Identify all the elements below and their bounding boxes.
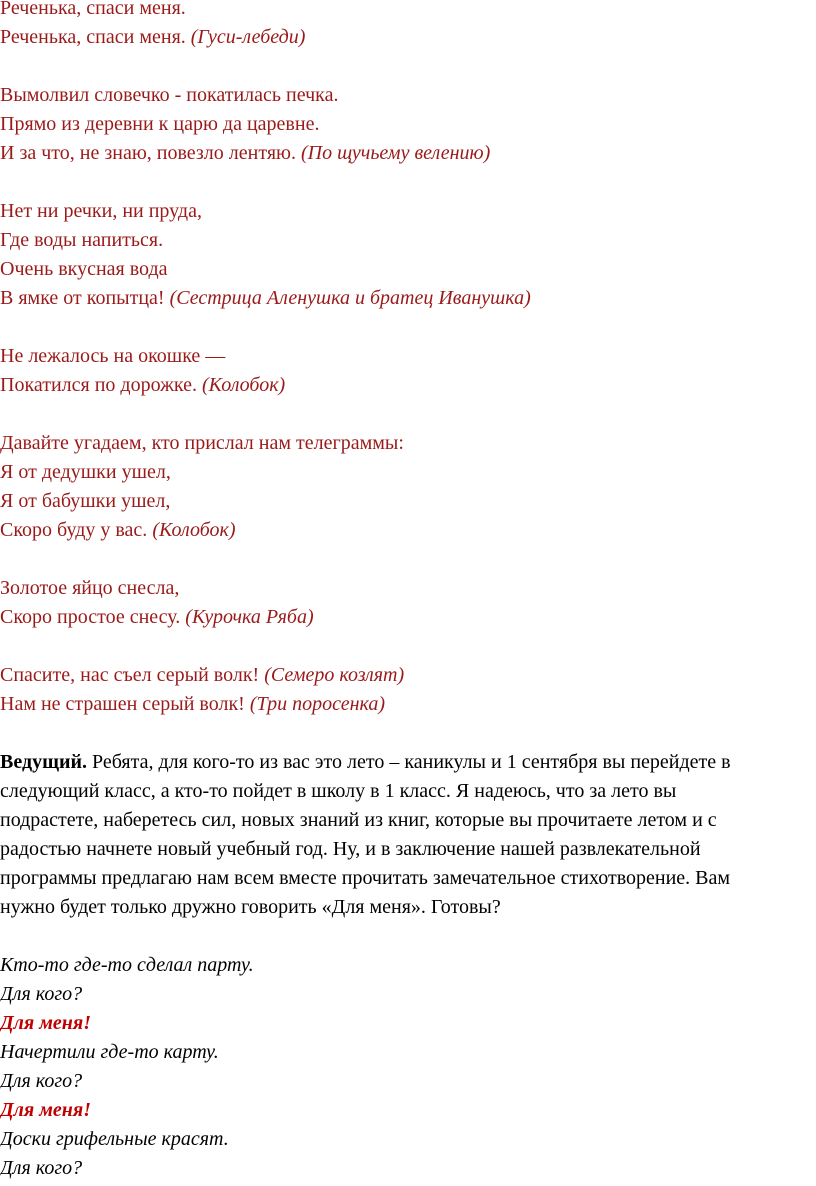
riddle-line: Вымолвил словечко - покатилась печка.: [0, 84, 339, 106]
riddle-line-text: Реченька, спаси меня.: [0, 26, 186, 48]
riddle-line: Золотое яйцо снесла,: [0, 577, 180, 599]
spacer: [0, 545, 808, 574]
riddle-line-with-answer: [0, 516, 808, 545]
riddle-line-with-answer: [0, 371, 808, 400]
riddle-block: [0, 197, 808, 313]
spacer: [0, 168, 808, 197]
spacer: [0, 313, 808, 342]
spacer: [0, 52, 808, 81]
riddle-line-text: Скоро простое снесу.: [0, 606, 181, 628]
poem-block: [0, 951, 808, 1183]
host-line-text: Ребята, для кого-то из вас это лето – каникулы и 1 сентября вы перейдете в: [87, 751, 731, 773]
poem-response: Для меня!: [0, 1099, 91, 1121]
host-line: подрастете, наберетесь сил, новых знаний из книг, которые вы прочитаете летом и с: [0, 809, 717, 831]
riddle-line-text: Скоро буду у вас.: [0, 519, 148, 541]
riddle-answer: (По щучьему велению): [300, 142, 491, 164]
host-paragraph: [0, 748, 808, 922]
riddle-block: [0, 429, 808, 545]
riddle-line: Нет ни речки, ни пруда,: [0, 200, 202, 222]
spacer: [0, 719, 808, 748]
poem-line: Начертили где-то карту.: [0, 1041, 219, 1063]
riddle-answer: (Сестрица Аленушка и братец Иванушка): [169, 287, 531, 309]
riddle-line: Прямо из деревни к царю да царевне.: [0, 113, 320, 135]
riddle-line: Не лежалось на окошке —: [0, 345, 226, 367]
riddle-answer: (Семеро козлят): [264, 664, 405, 686]
poem-question: Для кого?: [0, 1070, 83, 1092]
riddle-line-with-answer: [0, 603, 808, 632]
riddle-answer: (Колобок): [202, 374, 286, 396]
riddle-line: Я от бабушки ушел,: [0, 490, 171, 512]
host-line: следующий класс, а кто-то пойдет в школу в 1 класс. Я надеюсь, что за лето вы: [0, 780, 677, 802]
riddle-answer: (Колобок): [152, 519, 236, 541]
riddle-block: [0, 81, 808, 168]
riddle-line-text: В ямке от копытца!: [0, 287, 165, 309]
poem-question: Для кого?: [0, 1157, 83, 1179]
riddle-line: Я от дедушки ушел,: [0, 461, 171, 483]
poem-line: Кто-то где-то сделал парту.: [0, 954, 254, 976]
spacer: [0, 632, 808, 661]
riddle-line-text: Покатился по дорожке.: [0, 374, 198, 396]
riddle-line: Давайте угадаем, кто прислал нам телеграммы:: [0, 432, 404, 454]
riddle-block: [0, 574, 808, 632]
riddle-line-text: И за что, не знаю, повезло лентяю.: [0, 142, 296, 164]
riddle-line-with-answer: [0, 284, 808, 313]
poem-question: Для кого?: [0, 983, 83, 1005]
riddle-answer: (Три поросенка): [249, 693, 386, 715]
riddle-line-with-answer: [0, 690, 808, 719]
riddle-line: Где воды напиться.: [0, 229, 164, 251]
riddle-line-with-answer: [0, 23, 808, 52]
riddle-line-text: Нам не страшен серый волк!: [0, 693, 245, 715]
riddle-line-with-answer: [0, 661, 808, 690]
riddle-line-text: Спасите, нас съел серый волк!: [0, 664, 260, 686]
host-label: Ведущий.: [0, 751, 88, 773]
riddle-line: Реченька, спаси меня.: [0, 0, 186, 19]
poem-response: Для меня!: [0, 1012, 91, 1034]
host-line: программы предлагаю нам всем вместе прочитать замечательное стихотворение. Вам: [0, 867, 731, 889]
host-line: радостью начнете новый учебный год. Ну, и в заключение нашей развлекательной: [0, 838, 701, 860]
poem-line: Доски грифельные красят.: [0, 1128, 229, 1150]
riddle-block: [0, 661, 808, 719]
riddle-answer: (Курочка Ряба): [185, 606, 314, 628]
riddle-line: Очень вкусная вода: [0, 258, 168, 280]
riddle-answer: (Гуси-лебеди): [190, 26, 306, 48]
riddle-block: [0, 0, 808, 52]
spacer: [0, 400, 808, 429]
riddle-block: [0, 342, 808, 400]
spacer: [0, 922, 808, 951]
riddle-line-with-answer: [0, 139, 808, 168]
host-line: [0, 748, 808, 777]
host-line: нужно будет только дружно говорить «Для меня». Готовы?: [0, 896, 501, 918]
